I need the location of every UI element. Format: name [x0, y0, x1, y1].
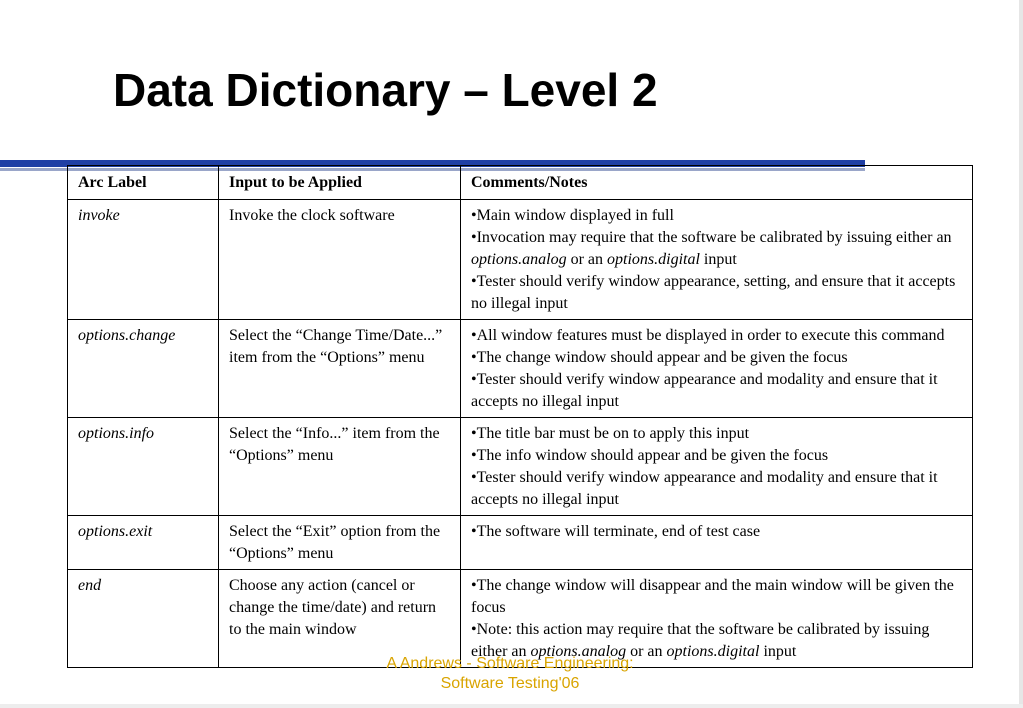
- column-header-input: Input to be Applied: [219, 166, 461, 200]
- note-text: •Invocation may require that the software be calibrated by issuing either an: [471, 229, 952, 246]
- arc-label-cell: options.info: [68, 418, 219, 516]
- note-text: •All window features must be displayed in order to execute this command: [471, 327, 945, 344]
- table-row: [68, 570, 973, 668]
- note-code-term: options.analog: [471, 251, 567, 268]
- note-text: •Tester should verify window appearance, setting, and ensure that it accepts no illegal input: [471, 273, 956, 312]
- note-line: [471, 423, 963, 445]
- note-text: •The software will terminate, end of test case: [471, 523, 761, 540]
- input-cell: Choose any action (cancel or change the time/date) and return to the main window: [219, 570, 461, 668]
- note-line: [471, 205, 963, 227]
- note-text: •The change window should appear and be given the focus: [471, 349, 848, 366]
- note-text: input: [759, 643, 797, 660]
- slide-footer: [330, 654, 690, 694]
- notes-cell: [461, 418, 973, 516]
- note-line: [471, 445, 963, 467]
- note-text: •Tester should verify window appearance and modality and ensure that it accepts no illegal input: [471, 371, 938, 410]
- note-code-term: options.analog: [530, 643, 627, 660]
- note-text: •The title bar must be on to apply this input: [471, 425, 750, 442]
- note-line: [471, 325, 963, 347]
- footer-line-1: A Andrews - Software Engineering:: [386, 655, 634, 672]
- note-line: [471, 521, 963, 543]
- input-cell: Select the “Info...” item from the “Options” menu: [219, 418, 461, 516]
- table-row: [68, 418, 973, 516]
- note-text: or an: [566, 251, 607, 268]
- footer-line-2: Software Testing'06: [440, 675, 580, 692]
- table-row: [68, 516, 973, 570]
- note-line: [471, 347, 963, 369]
- note-line: [471, 467, 963, 511]
- column-header-arc-label: Arc Label: [68, 166, 219, 200]
- data-dictionary-table: [67, 165, 973, 668]
- notes-cell: [461, 200, 973, 320]
- note-text: or an: [626, 643, 667, 660]
- arc-label-cell: options.change: [68, 320, 219, 418]
- slide-title: Data Dictionary – Level 2: [113, 64, 658, 116]
- note-text: •Main window displayed in full: [471, 207, 674, 224]
- notes-cell: [461, 570, 973, 668]
- note-text: •Tester should verify window appearance and modality and ensure that it accepts no illegal input: [471, 469, 938, 508]
- notes-cell: [461, 516, 973, 570]
- slide-edge-bottom: [0, 704, 1023, 708]
- table-row: [68, 200, 973, 320]
- note-text: •The info window should appear and be given the focus: [471, 447, 829, 464]
- arc-label-cell: options.exit: [68, 516, 219, 570]
- arc-label-cell: invoke: [68, 200, 219, 320]
- slide-edge: [1019, 0, 1023, 708]
- note-code-term: options.digital: [666, 643, 760, 660]
- table-row: [68, 320, 973, 418]
- input-cell: Select the “Exit” option from the “Options” menu: [219, 516, 461, 570]
- note-line: [471, 575, 963, 619]
- input-cell: Select the “Change Time/Date...” item from the “Options” menu: [219, 320, 461, 418]
- note-line: [471, 369, 963, 413]
- note-text: •The change window will disappear and the main window will be given the focus: [471, 577, 954, 616]
- note-text: •Note: this action may require that the software be calibrated by issuing either an: [471, 621, 930, 660]
- note-text: input: [699, 251, 737, 268]
- input-cell: Invoke the clock software: [219, 200, 461, 320]
- note-code-term: options.digital: [607, 251, 700, 268]
- table-body: [68, 200, 973, 668]
- notes-cell: [461, 320, 973, 418]
- note-line: [471, 271, 963, 315]
- column-header-comments: Comments/Notes: [461, 166, 973, 200]
- table-header-row: [68, 166, 973, 200]
- arc-label-cell: end: [68, 570, 219, 668]
- note-line: [471, 227, 963, 271]
